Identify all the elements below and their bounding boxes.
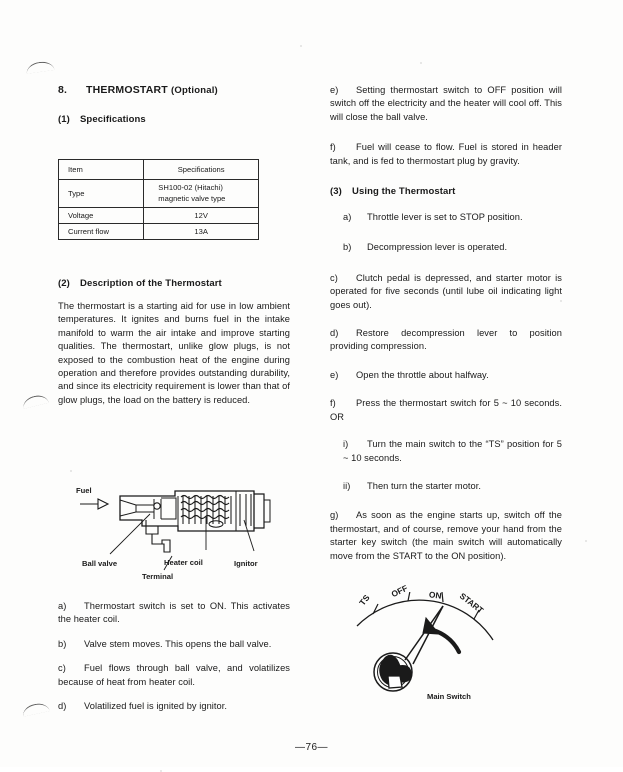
page-number: —76— xyxy=(294,742,329,753)
using-step-i-label: i) xyxy=(343,439,349,450)
table-header-specifications: Specifications xyxy=(144,160,259,180)
scan-speck xyxy=(420,62,422,64)
using-step-e-text: Open the throttle about halfway. xyxy=(356,369,489,380)
cell-spec-type xyxy=(144,180,259,208)
using-step-d-text: Restore decompression lever to position providing compression. xyxy=(330,328,562,352)
using-step-a-text: Throttle lever is set to STOP position. xyxy=(367,212,523,223)
description-paragraph: The thermostart is a starting aid for use in low ambient temperatures. It ignites and burns fuel in the intake manifold to warm the air intake and improve starting qualities. The thermostart, unlike glow plugs, is not exposed to the combustion heat of the engine during operation and therefore provides outstanding durability, and since its electricity requirement is lower than that of glow plugs, the load on the battery is reduced. xyxy=(58,301,290,405)
using-step-e xyxy=(330,369,562,382)
using-step-g-label: g) xyxy=(330,510,339,521)
using-step-g-text: As soon as the engine starts up, switch off the thermostart, and of course, remove your hand from the starter key switch (the main switch will automatically move from the START to the ON position). xyxy=(330,510,562,561)
table-header-item: Item xyxy=(59,160,144,180)
section-qualifier: (Optional) xyxy=(171,85,218,96)
figure-label-fuel: Fuel xyxy=(76,486,92,495)
using-step-c-text: Clutch pedal is depressed, and starter motor is operated for five seconds (until lube oil indicating light goes out). xyxy=(330,272,562,310)
subsection-2-number: (2) xyxy=(58,278,70,289)
using-step-f xyxy=(330,397,562,424)
step-f-label: f) xyxy=(330,142,336,153)
dial-label-start: START xyxy=(457,590,486,616)
using-step-b-label: b) xyxy=(343,242,352,253)
step-d-text: Volatilized fuel is ignited by ignitor. xyxy=(84,701,228,712)
cell-spec-voltage: 12V xyxy=(144,208,259,224)
step-b xyxy=(58,638,290,651)
subsection-3-title: Using the Thermostart xyxy=(352,186,456,198)
step-f-cont xyxy=(330,141,562,168)
thermostart-drawing xyxy=(58,486,293,586)
using-step-e-label: e) xyxy=(330,369,339,380)
using-step-b-text: Decompression lever is operated. xyxy=(367,242,508,253)
dial-label-on: ON xyxy=(428,589,443,601)
using-step-d xyxy=(330,327,562,354)
step-e-cont xyxy=(330,84,562,124)
using-step-c xyxy=(330,272,562,312)
scan-speck xyxy=(585,540,587,542)
using-step-a xyxy=(343,211,562,224)
step-c xyxy=(58,662,290,689)
main-switch-figure xyxy=(355,582,530,712)
using-step-a-label: a) xyxy=(343,212,352,223)
using-step-ii xyxy=(343,480,562,493)
using-step-ii-text: Then turn the starter motor. xyxy=(367,480,482,491)
using-step-f-label: f) xyxy=(330,398,336,409)
section-number: 8. xyxy=(58,84,68,96)
left-column-steps xyxy=(58,600,290,713)
step-d xyxy=(58,700,290,713)
dial-label-ts: TS xyxy=(357,592,372,608)
step-d-label: d) xyxy=(58,701,67,712)
step-a xyxy=(58,600,290,627)
scan-speck xyxy=(70,470,72,472)
left-column-description xyxy=(58,278,290,407)
using-step-f-text: Press the thermostart switch for 5 ~ 10 seconds. OR xyxy=(330,398,562,422)
step-b-text: Valve stem moves. This opens the ball valve. xyxy=(84,638,272,649)
table-row xyxy=(59,208,259,224)
subsection-2-heading xyxy=(58,278,290,289)
cell-item-current-flow: Current flow xyxy=(59,224,144,240)
cell-item-type: Type xyxy=(59,180,144,208)
step-c-label: c) xyxy=(58,663,66,674)
step-b-label: b) xyxy=(58,638,67,649)
figure-label-ignitor: Ignitor xyxy=(234,559,258,568)
figure-label-heater-coil: Heater coil xyxy=(164,558,203,567)
subsection-3-heading xyxy=(330,186,562,197)
page-title xyxy=(58,84,290,96)
specifications-table xyxy=(58,159,259,240)
cell-item-voltage: Voltage xyxy=(59,208,144,224)
using-step-ii-label: ii) xyxy=(343,480,351,491)
table-row xyxy=(59,224,259,240)
left-column xyxy=(58,84,290,135)
step-f-text: Fuel will cease to flow. Fuel is stored in header tank, and is fed to thermostart plug by gravity. xyxy=(330,142,562,166)
figure-label-terminal: Terminal xyxy=(142,572,174,581)
using-step-g xyxy=(330,509,562,563)
table-row xyxy=(59,180,259,208)
cell-spec-current-flow: 13A xyxy=(144,224,259,240)
step-e-text: Setting thermostart switch to OFF position will switch off the electricity and the heater will cool off. This will close the ball valve. xyxy=(330,85,562,122)
step-c-text: Fuel flows through ball valve, and volatilizes because of heat from heater coil. xyxy=(58,663,290,687)
thermostart-cutaway-figure xyxy=(58,486,293,586)
right-column xyxy=(330,84,562,563)
using-step-d-label: d) xyxy=(330,328,339,339)
cell-spec-type-line2: magnetic valve type xyxy=(158,193,226,203)
subsection-1-title: Specifications xyxy=(80,114,146,125)
table-header-row xyxy=(59,160,259,180)
step-a-text: Thermostart switch is set to ON. This activates the heater coil. xyxy=(58,601,290,625)
subsection-1-number: (1) xyxy=(58,114,70,125)
cell-spec-type-line1: SH100-02 (Hitachi) xyxy=(158,183,223,192)
subsection-2-title: Description of the Thermostart xyxy=(80,278,222,289)
using-step-i-text: Turn the main switch to the “TS” position for 5 ~ 10 seconds. xyxy=(343,439,562,463)
subsection-1-heading xyxy=(58,114,290,125)
figure-caption-main-switch: Main Switch xyxy=(427,692,471,701)
using-step-c-label: c) xyxy=(330,272,338,283)
dial-label-off: OFF xyxy=(389,582,410,600)
using-step-b xyxy=(343,241,562,254)
using-step-i xyxy=(343,438,562,465)
subsection-3-number: (3) xyxy=(330,186,342,198)
step-a-label: a) xyxy=(58,601,67,611)
section-title: THERMOSTART xyxy=(86,84,168,96)
step-e-label: e) xyxy=(330,85,339,95)
figure-label-ball-valve: Ball valve xyxy=(82,559,118,568)
scan-speck xyxy=(300,45,302,47)
